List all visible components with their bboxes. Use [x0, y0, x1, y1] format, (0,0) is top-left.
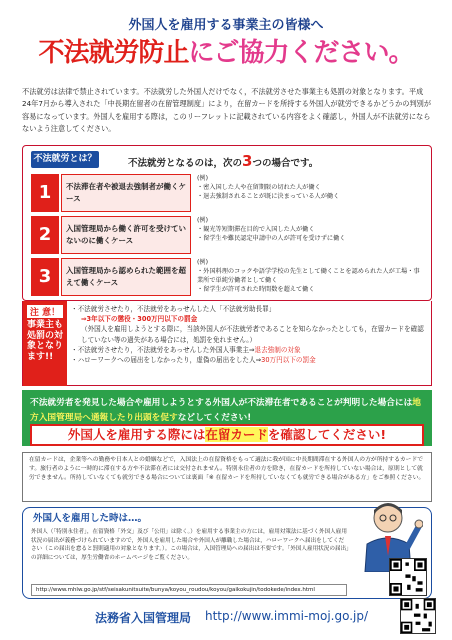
cases-heading-number: 3: [242, 152, 253, 170]
banner-pre: 外国人を雇用する際には: [67, 427, 206, 442]
case-label: 不法滞在者や被退去強制者が働くケース: [61, 174, 191, 212]
caution-side-text: 事業主も処罰の対象となります!!: [27, 320, 64, 362]
caution-side: [23, 301, 67, 386]
employment-title: 外国人を雇用した時は…。: [33, 513, 148, 524]
employment-text: 外国人（「特別永住者」，在留資格「外交」及び「公用」は除く。）を雇用する事業主の方には，雇用対策法に基づく外国人雇用状況の届出が義務づけられていますので，外国人を雇用した場合や外国人が離職した場合は，ハローワークへ届出をしてください（この届出を怠ると罰則適用の対象となります。）。この場合は，入国管理局への届出は不要です。「外国人雇用状況の届出」の詳細については，厚生労働省のホームページをご覧ください。: [31, 529, 349, 562]
caution-penalty: ⇒3年以下の懲役・300万円以下の罰金: [81, 315, 198, 324]
intro-paragraph: 不法就労は法律で禁止されています。不法就労した外国人だけでなく，不法就労させた事業主も処罰の対象となります。平成24年7月から導入された「中長期在留者の在留管理制度」により，在留カードを所持する外国人が就労できるかどうかの判別が容易になっています。外国人を雇用する際は，このリーフレットに記載されている内容をよく確認し，外国人が不法就労にならないよう注意してください。: [22, 87, 432, 134]
case-number: 2: [31, 216, 59, 254]
cases-heading: [128, 152, 318, 170]
qr-code-icon: [400, 598, 436, 634]
headline-red: 不法就労防止: [38, 38, 189, 68]
caution-line-3-highlight: 30万円以下の罰金: [261, 356, 316, 365]
cases-box: [22, 145, 432, 301]
report-text-2: などしてください!: [177, 413, 252, 423]
caution-box: [22, 301, 432, 386]
caution-line-1: ・不法就労させたり，不法就労をあっせんした人「不法就労助長罪」: [71, 305, 276, 313]
headline: [0, 32, 452, 69]
caution-line-3-text: ・ハローワークへの届出をしなかったり，虚偽の届出をした人⇒: [71, 356, 262, 365]
caution-line-2-highlight: 退去強制の対象: [254, 345, 301, 354]
case-label: 入国管理局から働く許可を受けていないのに働くケース: [61, 216, 191, 254]
report-highlight: 地方入国管理局へ通報したり出頭を促す: [30, 398, 421, 423]
agency-name: 法務省入国管理局: [95, 611, 192, 625]
case-item: [31, 258, 423, 296]
case-examples: (例) ・密入国した人や在留期限の切れた人が働く ・退去強制されることが既に決まっている人が働く: [197, 175, 340, 200]
case-number: 3: [31, 258, 59, 296]
case-examples: (例) ・観光等短期滞在目的で入国した人が働く ・留学生や難民認定申請中の人が許可を受けずに働く: [197, 217, 346, 242]
qr-code-icon: [389, 558, 427, 596]
case-number: 1: [31, 174, 59, 212]
residence-card-banner: [30, 424, 424, 446]
subtitle: 外国人を雇用する事業主の皆様へ: [128, 18, 324, 33]
report-text-1: 不法就労者を発見した場合や雇用しようとする外国人が不法滞在者であることが判明した場合には: [30, 398, 413, 408]
caution-body: [71, 304, 427, 365]
case-examples: (例) ・外国料理のコックや語学学校の先生として働くことを認められた人が工場・事業所で単純労働者として働く ・留学生が許可された時間数を超えて働く: [197, 259, 420, 293]
employment-box: [22, 507, 432, 599]
agency-url[interactable]: http://www.immi-moj.go.jp/: [205, 609, 369, 623]
caution-line-2-text: ・不法就労させたり，不法就労をあっせんした外国人事業主⇒: [71, 345, 255, 354]
cases-tag: 不法就労とは？: [31, 151, 99, 168]
case-label: 入国管理局から認められた範囲を超えて働くケース: [61, 258, 191, 296]
residence-card-note: 在留カードは，企業等への勤務や日本人との婚姻などで，入国法上の在留資格をもって適法に我が国に中長期間滞在する外国人の方が所持するカードです。旅行者のように一時的に滞在する方や不法滞在者には交付されません。特別永住者の方を除き，在留カードを所持していない場合は，原則として就労できません。所持していなくても就労できる場合については裏面「※ 在留カードを所持していなくても就労できる場合がある方」をご参照ください。: [22, 452, 432, 502]
mhlw-url[interactable]: http://www.mhlw.go.jp/stf/seisakunitsuite/bunya/koyou_roudou/koyou/gaikokujin/todokede/index.html: [31, 584, 347, 596]
banner-post: を確認してください!: [267, 427, 387, 442]
caution-line-2: [71, 345, 427, 355]
caution-tag: 注 意！: [27, 305, 63, 318]
banner-highlight: 在留カード: [205, 427, 268, 442]
cases-heading-pre: 不法就労となるのは，次の: [128, 158, 243, 169]
caution-line-3: [71, 355, 427, 365]
case-item: [31, 216, 423, 254]
headline-pink: にご協力ください。: [188, 38, 414, 68]
caution-note: （外国人を雇用しようとする際に，当該外国人が不法就労者であることを知らなかったとしても，在留カードを確認していない等の過失がある場合には，処罰を免れません。）: [81, 325, 424, 344]
cases-heading-post: つの場合です。: [252, 158, 319, 169]
case-item: [31, 174, 423, 212]
